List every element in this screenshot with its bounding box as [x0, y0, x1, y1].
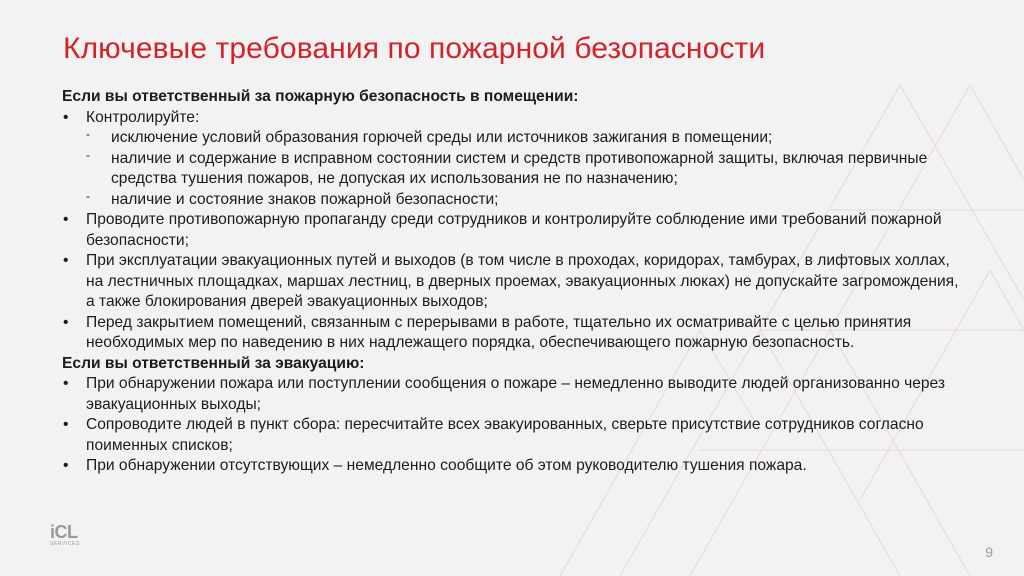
slide-title: Ключевые требования по пожарной безопасности	[63, 32, 766, 65]
company-logo	[50, 523, 84, 548]
section-heading-evacuation: Если вы ответственный за эвакуацию:	[62, 354, 365, 372]
section-heading-fire-safety: Если вы ответственный за пожарную безопасность в помещении:	[62, 88, 579, 105]
bullet-item: • Сопроводите людей в пункт сбора: пересчитайте всех эвакуированных, сверьте присутствие сотрудников согласно поименных списков;	[62, 415, 962, 456]
slide-body	[62, 87, 962, 477]
logo-main-text: iCL	[50, 522, 78, 542]
control-item: - наличие и содержание в исправном состоянии систем и средств противопожарной защиты, включая первичные средства тушения пожаров, не допуская их использования не по назначению;	[62, 149, 962, 190]
page-number: 9	[985, 544, 993, 560]
bullet-control: • Контролируйте:	[62, 108, 962, 129]
logo-sub-text: SERVICES	[50, 541, 80, 547]
bullet-item: • При обнаружении отсутствующих – немедленно сообщите об этом руководителю тушения пожара.	[62, 456, 962, 477]
bullet-item: • При обнаружении пожара или поступлении сообщения о пожаре – немедленно выводите людей организованно через эвакуационных выходы;	[62, 374, 962, 415]
control-item: - исключение условий образования горючей среды или источников зажигания в помещении;	[62, 128, 962, 149]
bullet-item: • Перед закрытием помещений, связанным с перерывами в работе, тщательно их осматривайте с целью принятия необходимых мер по наведению в них надлежащего порядка, обеспечивающего пожарную безопасность.	[62, 313, 962, 354]
bullet-item: • При эксплуатации эвакуационных путей и выходов (в том числе в проходах, коридорах, тамбурах, в лифтовых холлах, на лестничных площадках, маршах лестниц, в дверных проемах, эвакуационных люках) не допускайте загромождения, а также блокирования дверей эвакуационных выходов;	[62, 251, 962, 313]
bullet-item: • Проводите противопожарную пропаганду среди сотрудников и контролируйте соблюдение ими требований пожарной безопасности;	[62, 210, 962, 251]
control-item: - наличие и состояние знаков пожарной безопасности;	[62, 190, 962, 211]
